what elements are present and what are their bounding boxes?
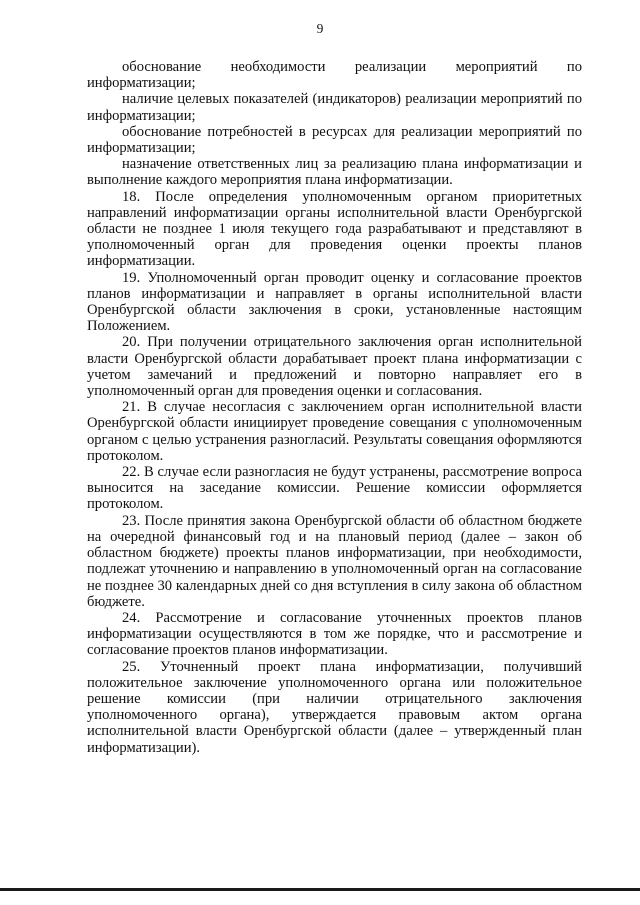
list-item-target-indicators: наличие целевых показателей (индикаторов) реализации мероприятий по информатизации; bbox=[87, 91, 582, 124]
clause-24: 24. Рассмотрение и согласование уточненных проектов планов информатизации осуществляются в том же порядке, что и рассмотрение и согласование проектов планов информатизации. bbox=[87, 609, 582, 659]
bottom-rule bbox=[0, 888, 640, 891]
clause-19: 19. Уполномоченный орган проводит оценку и согласование проектов планов информатизации и направляет в органы исполнительной власти Оренбургской области заключения в сроки, установленные настоящим Положением. bbox=[87, 269, 582, 335]
clause-18: 18. После определения уполномоченным органом приоритетных направлений информатизации органы исполнительной власти Оренбургской области не позднее 1 июля текущего года разрабатывают и представляют в уполномоченный орган для проведения оценки проекты планов информатизации. bbox=[87, 188, 582, 270]
document-body bbox=[87, 59, 582, 756]
list-item-resource-needs: обоснование потребностей в ресурсах для реализации мероприятий по информатизации; bbox=[87, 123, 582, 157]
list-item-justification: обоснование необходимости реализации мероприятий по информатизации; bbox=[87, 59, 582, 92]
list-item-responsible-persons: назначение ответственных лиц за реализацию плана информатизации и выполнение каждого мероприятия плана информатизации. bbox=[87, 156, 582, 189]
clause-21: 21. В случае несогласия с заключением орган исполнительной власти Оренбургской области инициирует проведение совещания с уполномоченным органом с целью устранения разногласий. Результаты совещания оформляются протоколом. bbox=[87, 399, 582, 464]
clause-25: 25. Уточненный проект плана информатизации, получивший положительное заключение уполномоченного органа или положительное решение комиссии (при наличии отрицательного заключения уполномоченного органа), утверждается правовым актом органа исполнительной власти Оренбургской области (далее – утвержденный план информатизации). bbox=[87, 658, 582, 756]
clause-20: 20. При получении отрицательного заключения орган исполнительной власти Оренбургской области дорабатывает проект плана информатизации с учетом замечаний и предложений и повторно направляет его в уполномоченный орган для проведения оценки и согласования. bbox=[87, 334, 582, 400]
clause-22: 22. В случае если разногласия не будут устранены, рассмотрение вопроса выносится на заседание комиссии. Решение комиссии оформляется протоколом. bbox=[87, 464, 582, 513]
page-number: 9 bbox=[316, 21, 324, 36]
clause-23: 23. После принятия закона Оренбургской области об областном бюджете на очередной финансовый год и на плановый период (далее – закон об областном бюджете) проекты планов информатизации, при необходимости, подлежат уточнению и направлению в уполномоченный орган на согласование не позднее 30 календарных дней со дня вступления в силу закона об областном бюджете. bbox=[87, 512, 582, 610]
